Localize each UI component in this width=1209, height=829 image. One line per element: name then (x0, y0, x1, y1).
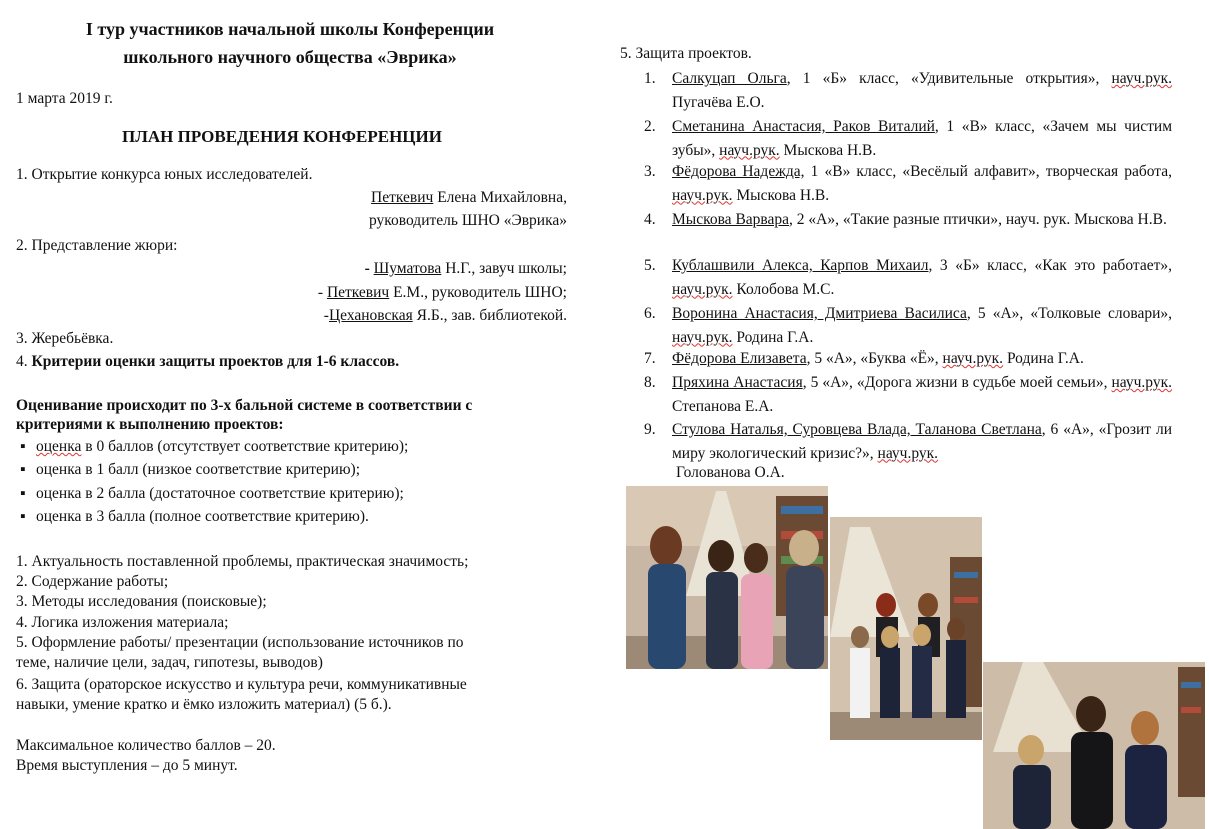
opening-role: руководитель ШНО «Эврика» (369, 212, 567, 229)
project-number: 2. (644, 118, 656, 135)
project-text (672, 208, 1172, 232)
jury-surname: Петкевич (326, 284, 390, 301)
grading-bullet: ▪ оценка в 1 балл (низкое соответствие критерию); (20, 461, 361, 478)
doc-title-line1: I тур участников начальной школы Конференции (85, 19, 495, 39)
project-authors: Кублашвили Алекса, Карпов Михаил (672, 257, 929, 274)
supervisor-label: науч.рук. (672, 328, 733, 346)
project-number: 7. (644, 350, 656, 367)
project-authors: Стулова Наталья, Суровцева Влада, Таланова Светлана (672, 421, 1042, 438)
project-item (644, 67, 1172, 114)
grading-bullet: ▪ оценка в 0 баллов (отсутствует соответствие критерию); (20, 438, 409, 455)
project-number: 5. (644, 257, 656, 274)
square-bullet-icon: ▪ (20, 485, 26, 502)
square-bullet-icon: ▪ (20, 461, 26, 478)
project-text (672, 418, 1172, 465)
project-text (672, 115, 1172, 162)
project-details: , 1 «В» класс, «Зачем мы чистим зубы», (672, 118, 1173, 159)
supervisor-name: Пугачёва Е.О. (672, 93, 765, 111)
criterion: 3. Методы исследования (поисковые); (16, 593, 267, 610)
square-bullet-icon: ▪ (20, 438, 26, 455)
opening-person (371, 189, 567, 207)
project-authors: Фёдорова Надежда, (672, 163, 805, 180)
project-text (672, 347, 1172, 371)
criterion: навыки, умение кратко и ёмко изложить материал) (5 б.). (16, 696, 392, 713)
jury-member: - Петкевич Е.М., руководитель ШНО; (317, 284, 567, 301)
supervisor-name: Мыскова Н.В. (732, 186, 830, 204)
supervisor-label: науч.рук. (719, 141, 780, 159)
project-item (644, 208, 1172, 232)
item-criteria-heading: 4. Критерии оценки защиты проектов для 1-6 классов. (16, 353, 400, 370)
supervisor-name: Родина Г.А. (1003, 350, 1084, 367)
project-item (644, 160, 1172, 207)
project-item (644, 418, 1172, 465)
group-photo-3 (983, 662, 1205, 829)
grading-line2: критериями к выполнению проектов: (16, 416, 284, 433)
supervisor-name: Колобова М.С. (732, 280, 835, 298)
time-limit: Время выступления – до 5 минут. (16, 757, 238, 774)
grading-bullet: ▪ оценка в 3 балла (полное соответствие критерию). (20, 508, 369, 525)
grading-line1: Оценивание происходит по 3-х бальной системе в соответствии с (16, 397, 473, 414)
supervisor-label: науч.рук. (877, 444, 939, 462)
supervisor-name: Степанова Е.А. (672, 397, 774, 415)
supervisor-label: науч.рук. (1111, 374, 1172, 391)
criterion: 1. Актуальность поставленной проблемы, практическая значимость; (16, 553, 469, 570)
supervisor-name: Родина Г.А. (732, 328, 814, 346)
project-text (672, 160, 1172, 207)
item-jury: 2. Представление жюри: (16, 237, 178, 254)
item-draw: 3. Жеребьёвка. (16, 330, 114, 347)
criterion: 6. Защита (ораторское искусство и культура речи, коммуникативные (16, 676, 467, 693)
supervisor-label: науч.рук. (1111, 70, 1172, 87)
project-number: 3. (644, 163, 656, 180)
project-number: 8. (644, 374, 656, 391)
project-authors: Мыскова Варвара (672, 211, 790, 228)
project-details: , 5 «А», «Буква «Ё», (806, 350, 943, 367)
criterion: 4. Логика изложения материала; (16, 614, 229, 631)
person-rest: Елена Михайловна, (433, 189, 567, 206)
jury-surname: Цехановская (328, 307, 413, 324)
plan-heading: ПЛАН ПРОВЕДЕНИЯ КОНФЕРЕНЦИИ (122, 127, 442, 146)
criterion: 5. Оформление работы/ презентации (использование источников по (16, 634, 464, 651)
projects-heading: 5. Защита проектов. (620, 45, 752, 62)
supervisor-label: науч.рук. (942, 350, 1004, 367)
project-authors: Сметанина Анастасия, Раков Виталий (672, 118, 935, 135)
project-text (672, 254, 1172, 301)
criterion: теме, наличие цели, задач, гипотезы, выводов) (16, 654, 323, 671)
last-supervisor: Голованова О.А. (676, 464, 785, 481)
project-number: 9. (644, 421, 656, 438)
supervisor-label: науч.рук. (672, 186, 733, 204)
project-text (672, 67, 1172, 114)
project-details: , 1 «Б» класс, «Удивительные открытия», (786, 70, 1112, 87)
jury-surname: Шуматова (373, 260, 442, 277)
project-details: , 5 «А», «Дорога жизни в судьбе моей семьи», (802, 374, 1112, 391)
project-text (672, 371, 1172, 418)
supervisor-name: Мыскова Н.В. (779, 141, 877, 159)
project-item (644, 371, 1172, 418)
max-score: Максимальное количество баллов – 20. (16, 737, 276, 754)
project-details: , 5 «А», «Толковые словари», (966, 305, 1172, 322)
group-photo-2 (830, 517, 982, 740)
project-item (644, 115, 1172, 162)
criterion: 2. Содержание работы; (16, 573, 169, 590)
project-authors: Воронина Анастасия, Дмитриева Василиса (672, 305, 967, 322)
project-number: 1. (644, 70, 656, 87)
project-details: , 3 «Б» класс, «Как это работает», (928, 257, 1172, 274)
jury-member: - Шуматова Н.Г., завуч школы; (364, 260, 567, 277)
project-details: 1 «В» класс, «Весёлый алфавит», творческая работа, (804, 163, 1172, 180)
grading-bullet: ▪ оценка в 2 балла (достаточное соответствие критерию); (20, 485, 404, 502)
project-item (644, 302, 1172, 349)
project-number: 6. (644, 305, 656, 322)
item-opening: 1. Открытие конкурса юных исследователей. (16, 166, 313, 183)
date: 1 марта 2019 г. (16, 90, 113, 107)
project-authors: Салкуцап Ольга (672, 70, 787, 87)
project-text (672, 302, 1172, 349)
person-surname: Петкевич (371, 189, 434, 206)
project-authors: Фёдорова Елизавета (672, 350, 807, 367)
jury-member: -Цехановская Я.Б., зав. библиотекой. (323, 307, 567, 324)
project-item (644, 347, 1172, 371)
square-bullet-icon: ▪ (20, 508, 26, 525)
doc-title-line2: школьного научного общества «Эврика» (123, 47, 457, 67)
group-photo-1 (626, 486, 828, 669)
project-details: , 2 «А», «Такие разные птички», науч. рук. Мыскова Н.В. (789, 211, 1167, 228)
project-authors: Пряхина Анастасия (672, 374, 803, 391)
project-number: 4. (644, 211, 656, 228)
supervisor-label: науч.рук. (672, 280, 733, 298)
project-item (644, 254, 1172, 301)
project-details: , 6 «А», «Грозит ли миру экологический кризис?», (672, 421, 1172, 462)
